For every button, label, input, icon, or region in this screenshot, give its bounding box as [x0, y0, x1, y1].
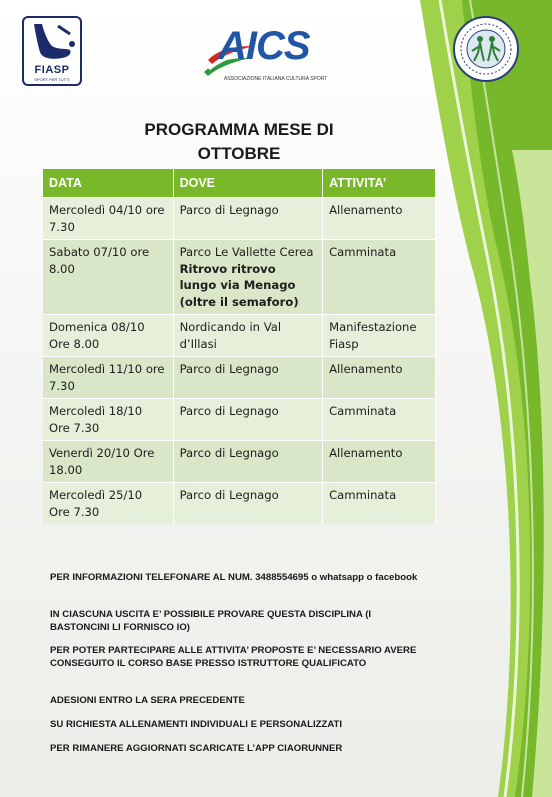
cell-attivita: Camminata — [323, 398, 436, 440]
aics-logo-text: AICS — [218, 24, 310, 68]
cell-dove-place: Parco Le Vallette Cerea — [179, 245, 314, 259]
table-row — [43, 440, 436, 482]
cell-attivita: Allenamento — [323, 197, 436, 239]
aics-logo-subtitle: ASSOCIAZIONE ITALIANA CULTURA SPORT — [224, 76, 328, 82]
cell-data: Mercoledì 11/10 ore 7.30 — [43, 356, 174, 398]
info-note-app: PER RIMANERE AGGIORNATI SCARICATE L’APP CIAORUNNER — [50, 743, 343, 754]
title-line-2: OTTOBRE — [197, 144, 281, 163]
cell-dove: Parco di Legnago — [174, 440, 324, 482]
cell-data: Domenica 08/10 Ore 8.00 — [43, 314, 174, 356]
club-seal-icon — [452, 15, 520, 83]
table-row — [43, 239, 436, 314]
cell-data: Venerdì 20/10 Ore 18.00 — [43, 440, 174, 482]
cell-dove: Nordicando in Val d’Illasi — [174, 314, 324, 356]
runner-foot-icon — [28, 20, 76, 64]
fiasp-logo-text: FIASP — [34, 64, 70, 76]
cell-attivita: Camminata — [323, 239, 436, 314]
cell-dove-meeting-point: Ritrovo ritrovo lungo via Menago (oltre il semaforo) — [179, 261, 299, 309]
header-attivita: ATTIVITA’ — [323, 169, 436, 197]
info-note-registration: ADESIONI ENTRO LA SERA PRECEDENTE — [50, 695, 245, 706]
cell-attivita: Allenamento — [323, 356, 436, 398]
table-row — [43, 398, 436, 440]
header-data: DATA — [43, 169, 174, 197]
cell-dove: Parco di Legnago — [174, 356, 324, 398]
fiasp-logo — [22, 16, 82, 86]
header-dove: DOVE — [174, 169, 324, 197]
cell-attivita: Manifestazione Fiasp — [323, 314, 436, 356]
table-row — [43, 197, 436, 239]
title-line-1: PROGRAMMA MESE DI — [144, 120, 334, 139]
info-note-phone: PER INFORMAZIONI TELEFONARE AL NUM. 3488554695 o whatsapp o facebook — [50, 572, 418, 583]
fiasp-logo-tagline: SPORT PER TUTTI — [34, 77, 70, 82]
cell-dove: Parco di Legnago — [174, 197, 324, 239]
info-note-personal-training: SU RICHIESTA ALLENAMENTI INDIVIDUALI E PERSONALIZZATI — [50, 719, 343, 730]
schedule-table — [43, 169, 436, 524]
info-note-try: IN CIASCUNA USCITA E’ POSSIBILE PROVARE QUESTA DISCIPLINA (I BASTONCINI LI FORNISCO IO) — [50, 609, 372, 633]
cell-dove: Parco di Legnago — [174, 398, 324, 440]
cell-data: Sabato 07/10 ore 8.00 — [43, 239, 174, 314]
cell-dove — [174, 239, 324, 314]
page-title — [42, 118, 436, 166]
table-row — [43, 314, 436, 356]
aics-logo — [200, 24, 332, 86]
cell-dove: Parco di Legnago — [174, 482, 324, 524]
cell-data: Mercoledì 25/10 Ore 7.30 — [43, 482, 174, 524]
cell-data: Mercoledì 18/10 Ore 7.30 — [43, 398, 174, 440]
table-row — [43, 482, 436, 524]
cell-attivita: Camminata — [323, 482, 436, 524]
cell-data: Mercoledì 04/10 ore 7.30 — [43, 197, 174, 239]
cell-attivita: Allenamento — [323, 440, 436, 482]
table-row — [43, 356, 436, 398]
info-note-requirement: PER POTER PARTECIPARE ALLE ATTIVITA’ PROPOSTE E’ NECESSARIO AVERE CONSEGUITO IL CORSO BASE PRESSO ISTRUTTORE QUALIFICATO — [50, 645, 417, 669]
table-header-row — [43, 169, 436, 197]
